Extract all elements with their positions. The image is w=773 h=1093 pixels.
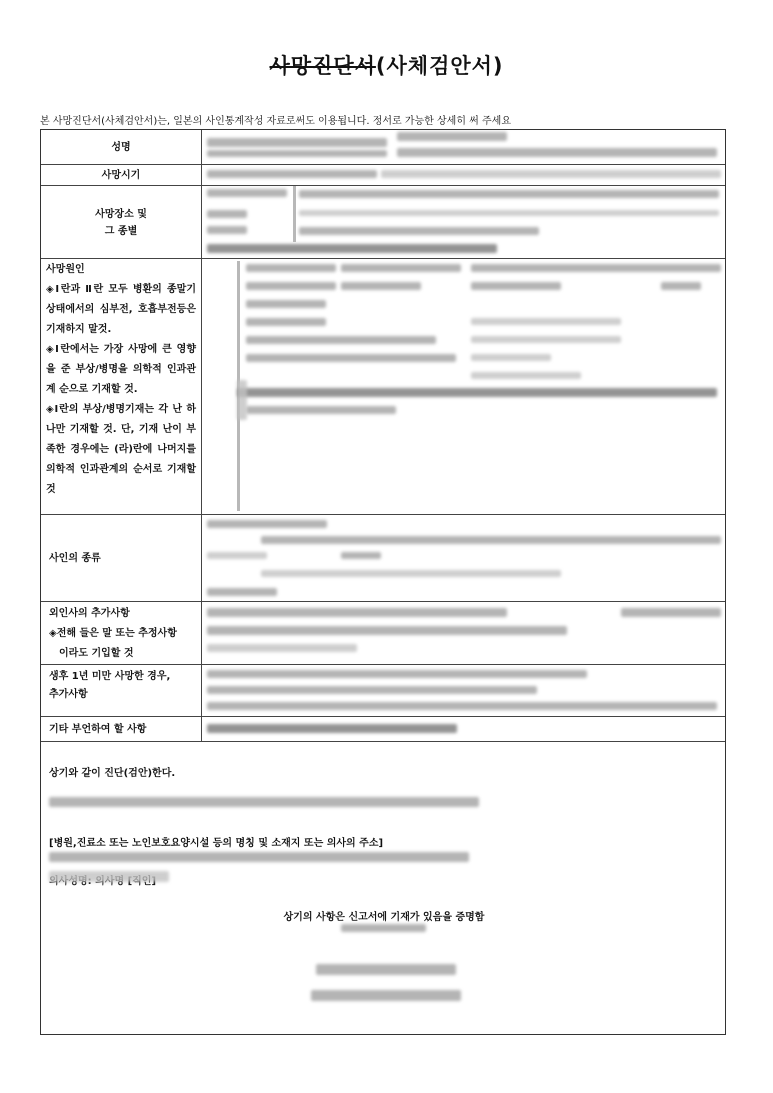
cause-note-3: ◈Ⅰ란의 부상/병명기재는 각 난 하나만 기재할 것. 단, 기재 난이 부족한 경우에는 (라)란에 나머지를 의학적 인과관계의 순서로 기재할 것 (46, 404, 196, 495)
cause-title: 사망원인 (46, 264, 85, 275)
cause-of-death-section (46, 260, 196, 500)
external-cause-label-2: ◈전해 들은 말 또는 추정사항 (49, 628, 177, 639)
instruction-notice: 본 사망진단서(사체검안서)는, 일본의 사인통계작성 자료로써도 이용됩니다. 정서로 가능한 상세히 써 주세요 (40, 116, 511, 127)
infant-label-1: 생후 1년 미만 사망한 경우, (49, 671, 171, 682)
document-title (0, 50, 773, 80)
certification-statement: 상기와 같이 진단(검안)한다. (49, 768, 176, 779)
hospital-address-label: [병원,진료소 또는 노인보호요양시설 등의 명칭 및 소재지 또는 의사의 주소] (49, 838, 384, 849)
title-main-text: (사체검안서) (375, 54, 504, 78)
cause-note-1: ◈Ⅰ란과 Ⅱ란 모두 병환의 종말기 상태에서의 심부전, 호흡부전등은 기재하지 말것. (46, 284, 196, 335)
infant-label-2: 추가사항 (49, 689, 88, 700)
proof-statement: 상기의 사항은 신고서에 기재가 있음을 증명함 (283, 912, 485, 923)
death-place-label-1: 사망장소 및 (95, 209, 147, 220)
death-place-label-2: 그 종별 (104, 226, 138, 237)
death-certificate-form (40, 129, 726, 1035)
name-label: 성명 (111, 142, 131, 153)
cause-note-2: ◈Ⅰ란에서는 가장 사망에 큰 영향을 준 부상/병명을 의학적 인과관계 순으로 기재할 것. (46, 344, 196, 395)
death-type-label: 사인의 종류 (49, 553, 101, 564)
other-notes-label: 기타 부언하여 할 사항 (49, 724, 147, 735)
external-cause-label-1: 외인사의 추가사항 (49, 608, 130, 619)
external-cause-label-3: 이라도 기입할 것 (59, 648, 134, 659)
title-struck-text: 사망진단서 (269, 54, 376, 78)
death-time-label: 사망시기 (101, 170, 141, 181)
